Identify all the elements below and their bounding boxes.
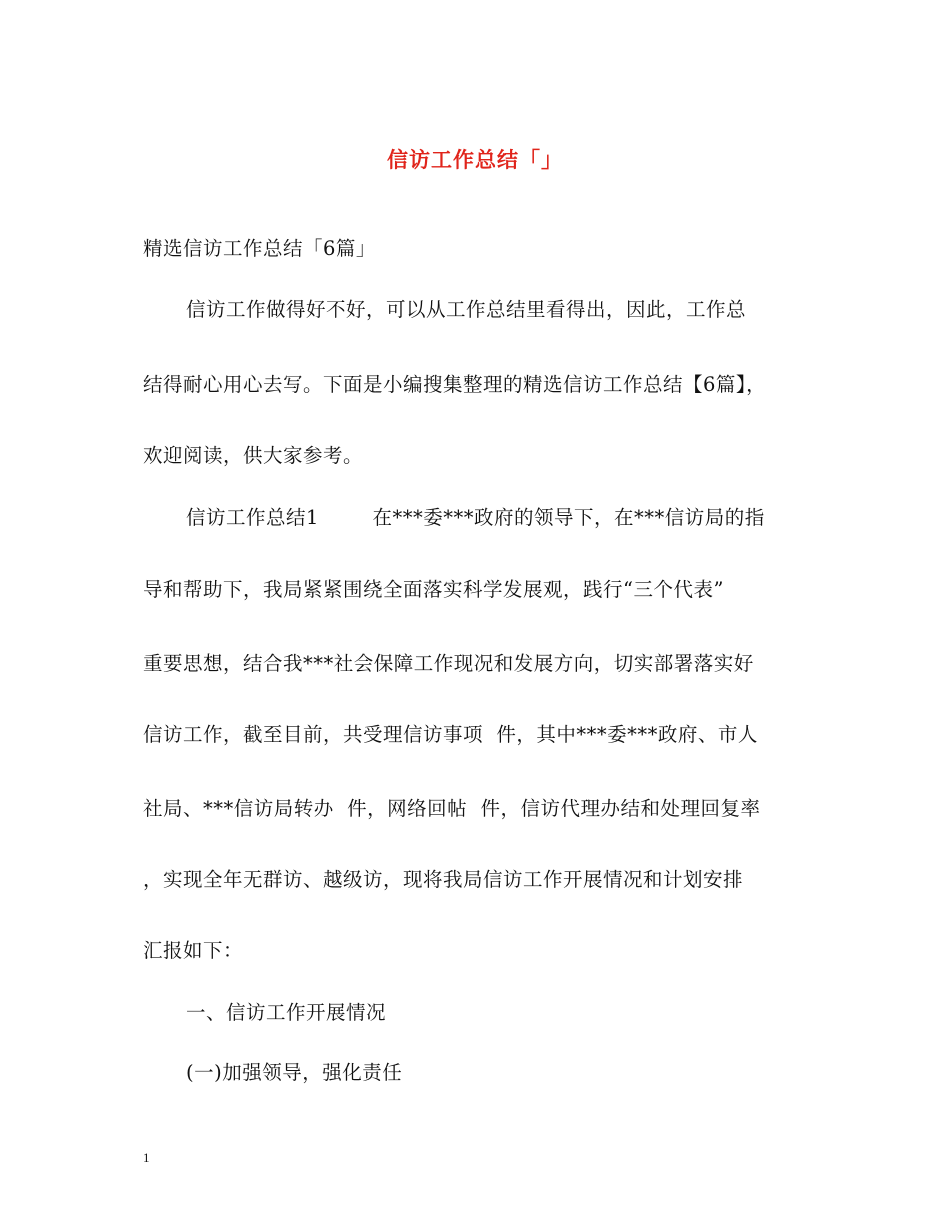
paragraph-line: 信访工作做得好不好，可以从工作总结里看得出，因此，工作总 — [186, 298, 747, 321]
paragraph-line: 导和帮助下，我局紧紧围绕全面落实科学发展观，践行“三个代表” — [143, 578, 724, 601]
paragraph-line: 重要思想，结合我***社会保障工作现况和发展方向，切实部署落实好 — [143, 652, 754, 675]
paragraph-line: 信访工作，截至目前，共受理信访事项 件，其中***委***政府、市人 — [143, 723, 758, 746]
paragraph-line: 信访工作总结1 在***委***政府的领导下，在***信访局的指 — [186, 506, 765, 529]
subtitle-line: 精选信访工作总结「6篇」 — [143, 237, 376, 260]
subsection-heading: (一)加强领导，强化责任 — [186, 1061, 403, 1084]
section-heading: 一、信访工作开展情况 — [186, 1001, 387, 1024]
page-number: 1 — [143, 1150, 150, 1165]
paragraph-line: ，实现全年无群访、越级访，现将我局信访工作开展情况和计划安排 — [143, 868, 744, 891]
paragraph-line: 结得耐心用心去写。下面是小编搜集整理的精选信访工作总结【6篇】， — [143, 373, 767, 396]
paragraph-line: 欢迎阅读，供大家参考。 — [143, 444, 364, 467]
paragraph-line: 社局、***信访局转办 件，网络回帖 件，信访代理办结和处理回复率 — [143, 797, 761, 820]
document-title: 信访工作总结「」 — [387, 147, 563, 172]
paragraph-line: 汇报如下： — [143, 939, 244, 962]
